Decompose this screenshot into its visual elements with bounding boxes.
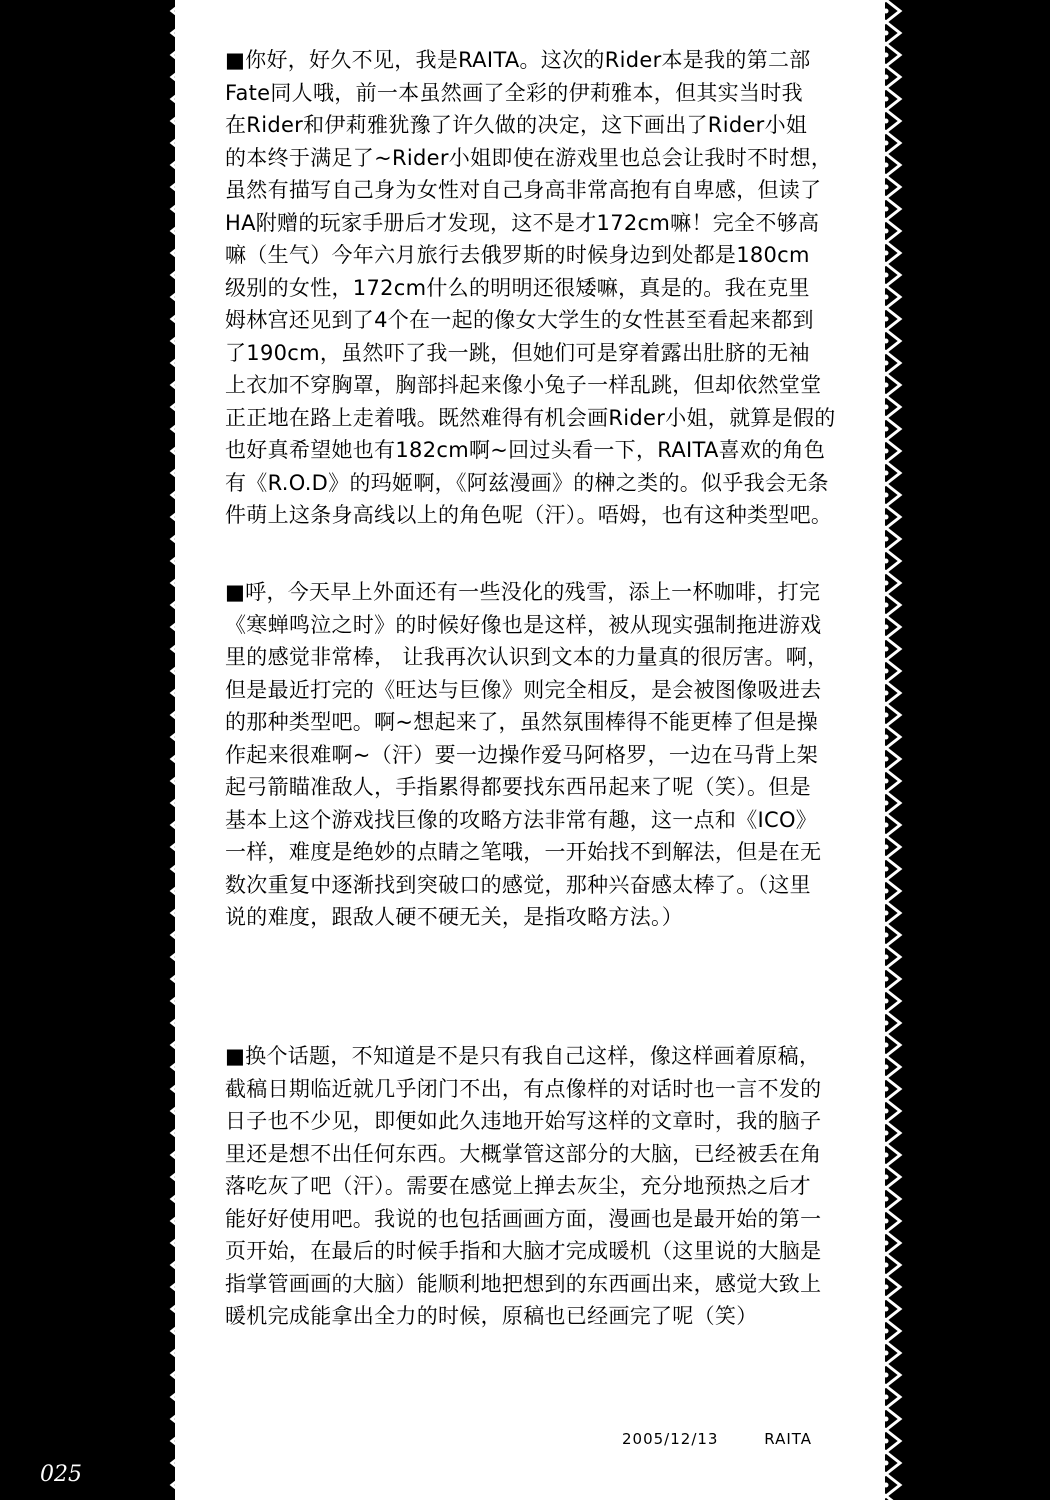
text-line: 截稿日期临近就几乎闭门不出，有点像样的对话时也一言不发的 <box>225 1076 822 1101</box>
text-line: ■你好，好久不见，我是RAITA。这次的Rider本是我的第二部 <box>225 48 811 72</box>
text-line: 级别的女性，172cm什么的明明还很矮嘛，真是的。我在克里 <box>225 275 810 300</box>
text-line: 但是最近打完的《旺达与巨像》则完全相反，是会被图像吸进去 <box>225 677 822 702</box>
text-line: 上衣加不穿胸罩，胸部抖起来像小兔子一样乱跳，但却依然堂堂 <box>225 373 822 397</box>
text-line: 也好真希望她也有182cm啊~回过头看一下，RAITA喜欢的角色 <box>225 438 826 462</box>
left-black-margin <box>0 0 175 1500</box>
text-line: 的本终于满足了~Rider小姐即使在游戏里也总会让我时不时想， <box>225 145 833 170</box>
text-line: 姆林宫还见到了4个在一起的像女大学生的女性甚至看起来都到 <box>225 308 814 332</box>
text-line: 嘛（生气）今年六月旅行去俄罗斯的时候身边到处都是180cm <box>225 243 810 267</box>
text-line: 里的感觉非常棒， 让我再次认识到文本的力量真的很厉害。啊， <box>225 645 829 669</box>
paragraph-deadline <box>225 1040 875 1333</box>
paragraph-greeting <box>225 44 875 532</box>
text-line: 一样，难度是绝妙的点睛之笔哦，一开始找不到解法，但是在无 <box>225 840 822 864</box>
text-line: 正正地在路上走着哦。既然难得有机会画Rider小姐，就算是假的 <box>225 405 836 430</box>
text-line: 指掌管画画的大脑）能顺利地把想到的东西画出来，感觉大致上 <box>225 1271 822 1296</box>
text-line: 有《R.O.D》的玛姬啊，《阿兹漫画》的榊之类的。似乎我会无条 <box>225 470 829 495</box>
text-line: Fate同人哦，前一本虽然画了全彩的伊莉雅本，但其实当时我 <box>225 80 803 105</box>
text-line: 暖机完成能拿出全力的时候，原稿也已经画完了呢（笑） <box>225 1304 758 1328</box>
text-line: 起弓箭瞄准敌人，手指累得都要找东西吊起来了呢（笑）。但是 <box>225 775 811 799</box>
text-line: 页开始，在最后的时候手指和大脑才完成暖机（这里说的大脑是 <box>225 1239 822 1263</box>
text-line: 《寒蝉鸣泣之时》的时候好像也是这样，被从现实强制拖进游戏 <box>225 612 822 637</box>
text-line: 在Rider和伊莉雅犹豫了许久做的决定，这下画出了Rider小姐 <box>225 113 808 137</box>
text-line: 虽然有描写自己身为女性对自己身高非常高抱有自卑感，但读了 <box>225 178 822 202</box>
signature <box>622 1430 812 1448</box>
text-line: 件萌上这条身高线以上的角色呢（汗）。唔姆，也有这种类型吧。 <box>225 503 833 527</box>
text-line: 落吃灰了吧（汗）。需要在感觉上掸去灰尘，充分地预热之后才 <box>225 1174 811 1198</box>
signature-date: 2005/12/13 <box>622 1430 719 1448</box>
text-line: 的那种类型吧。啊~想起来了，虽然氛围棒得不能更棒了但是操 <box>225 710 818 734</box>
text-line: HA附赠的玩家手册后才发现，这不是才172cm嘛！完全不够高 <box>225 210 820 235</box>
text-line: ■呼，今天早上外面还有一些没化的残雪，添上一杯咖啡，打完 <box>225 580 821 604</box>
left-lace-border <box>166 0 206 1500</box>
text-line: 能好好使用吧。我说的也包括画画方面，漫画也是最开始的第一 <box>225 1206 822 1231</box>
text-line: 基本上这个游戏找巨像的攻略方法非常有趣，这一点和《ICO》 <box>225 807 818 832</box>
text-line: 里还是想不出任何东西。大概掌管这部分的大脑，已经被丢在角 <box>225 1141 822 1166</box>
right-black-margin <box>885 0 1050 1500</box>
signature-author: RAITA <box>764 1430 813 1448</box>
text-line: 了190cm，虽然吓了我一跳，但她们可是穿着露出肚脐的无袖 <box>225 340 810 365</box>
page-number: 025 <box>40 1462 82 1487</box>
text-line: 日子也不少见，即便如此久违地开始写这样的文章时，我的脑子 <box>225 1109 822 1133</box>
text-line: 数次重复中逐渐找到突破口的感觉，那种兴奋感太棒了。（这里 <box>225 872 811 897</box>
paragraph-games <box>225 576 875 934</box>
text-line: ■换个话题，不知道是不是只有我自己这样，像这样画着原稿， <box>225 1044 821 1068</box>
text-line: 说的难度，跟敌人硬不硬无关，是指攻略方法。） <box>225 905 684 929</box>
text-line: 作起来很难啊~（汗）要一边操作爱马阿格罗，一边在马背上架 <box>225 742 818 767</box>
